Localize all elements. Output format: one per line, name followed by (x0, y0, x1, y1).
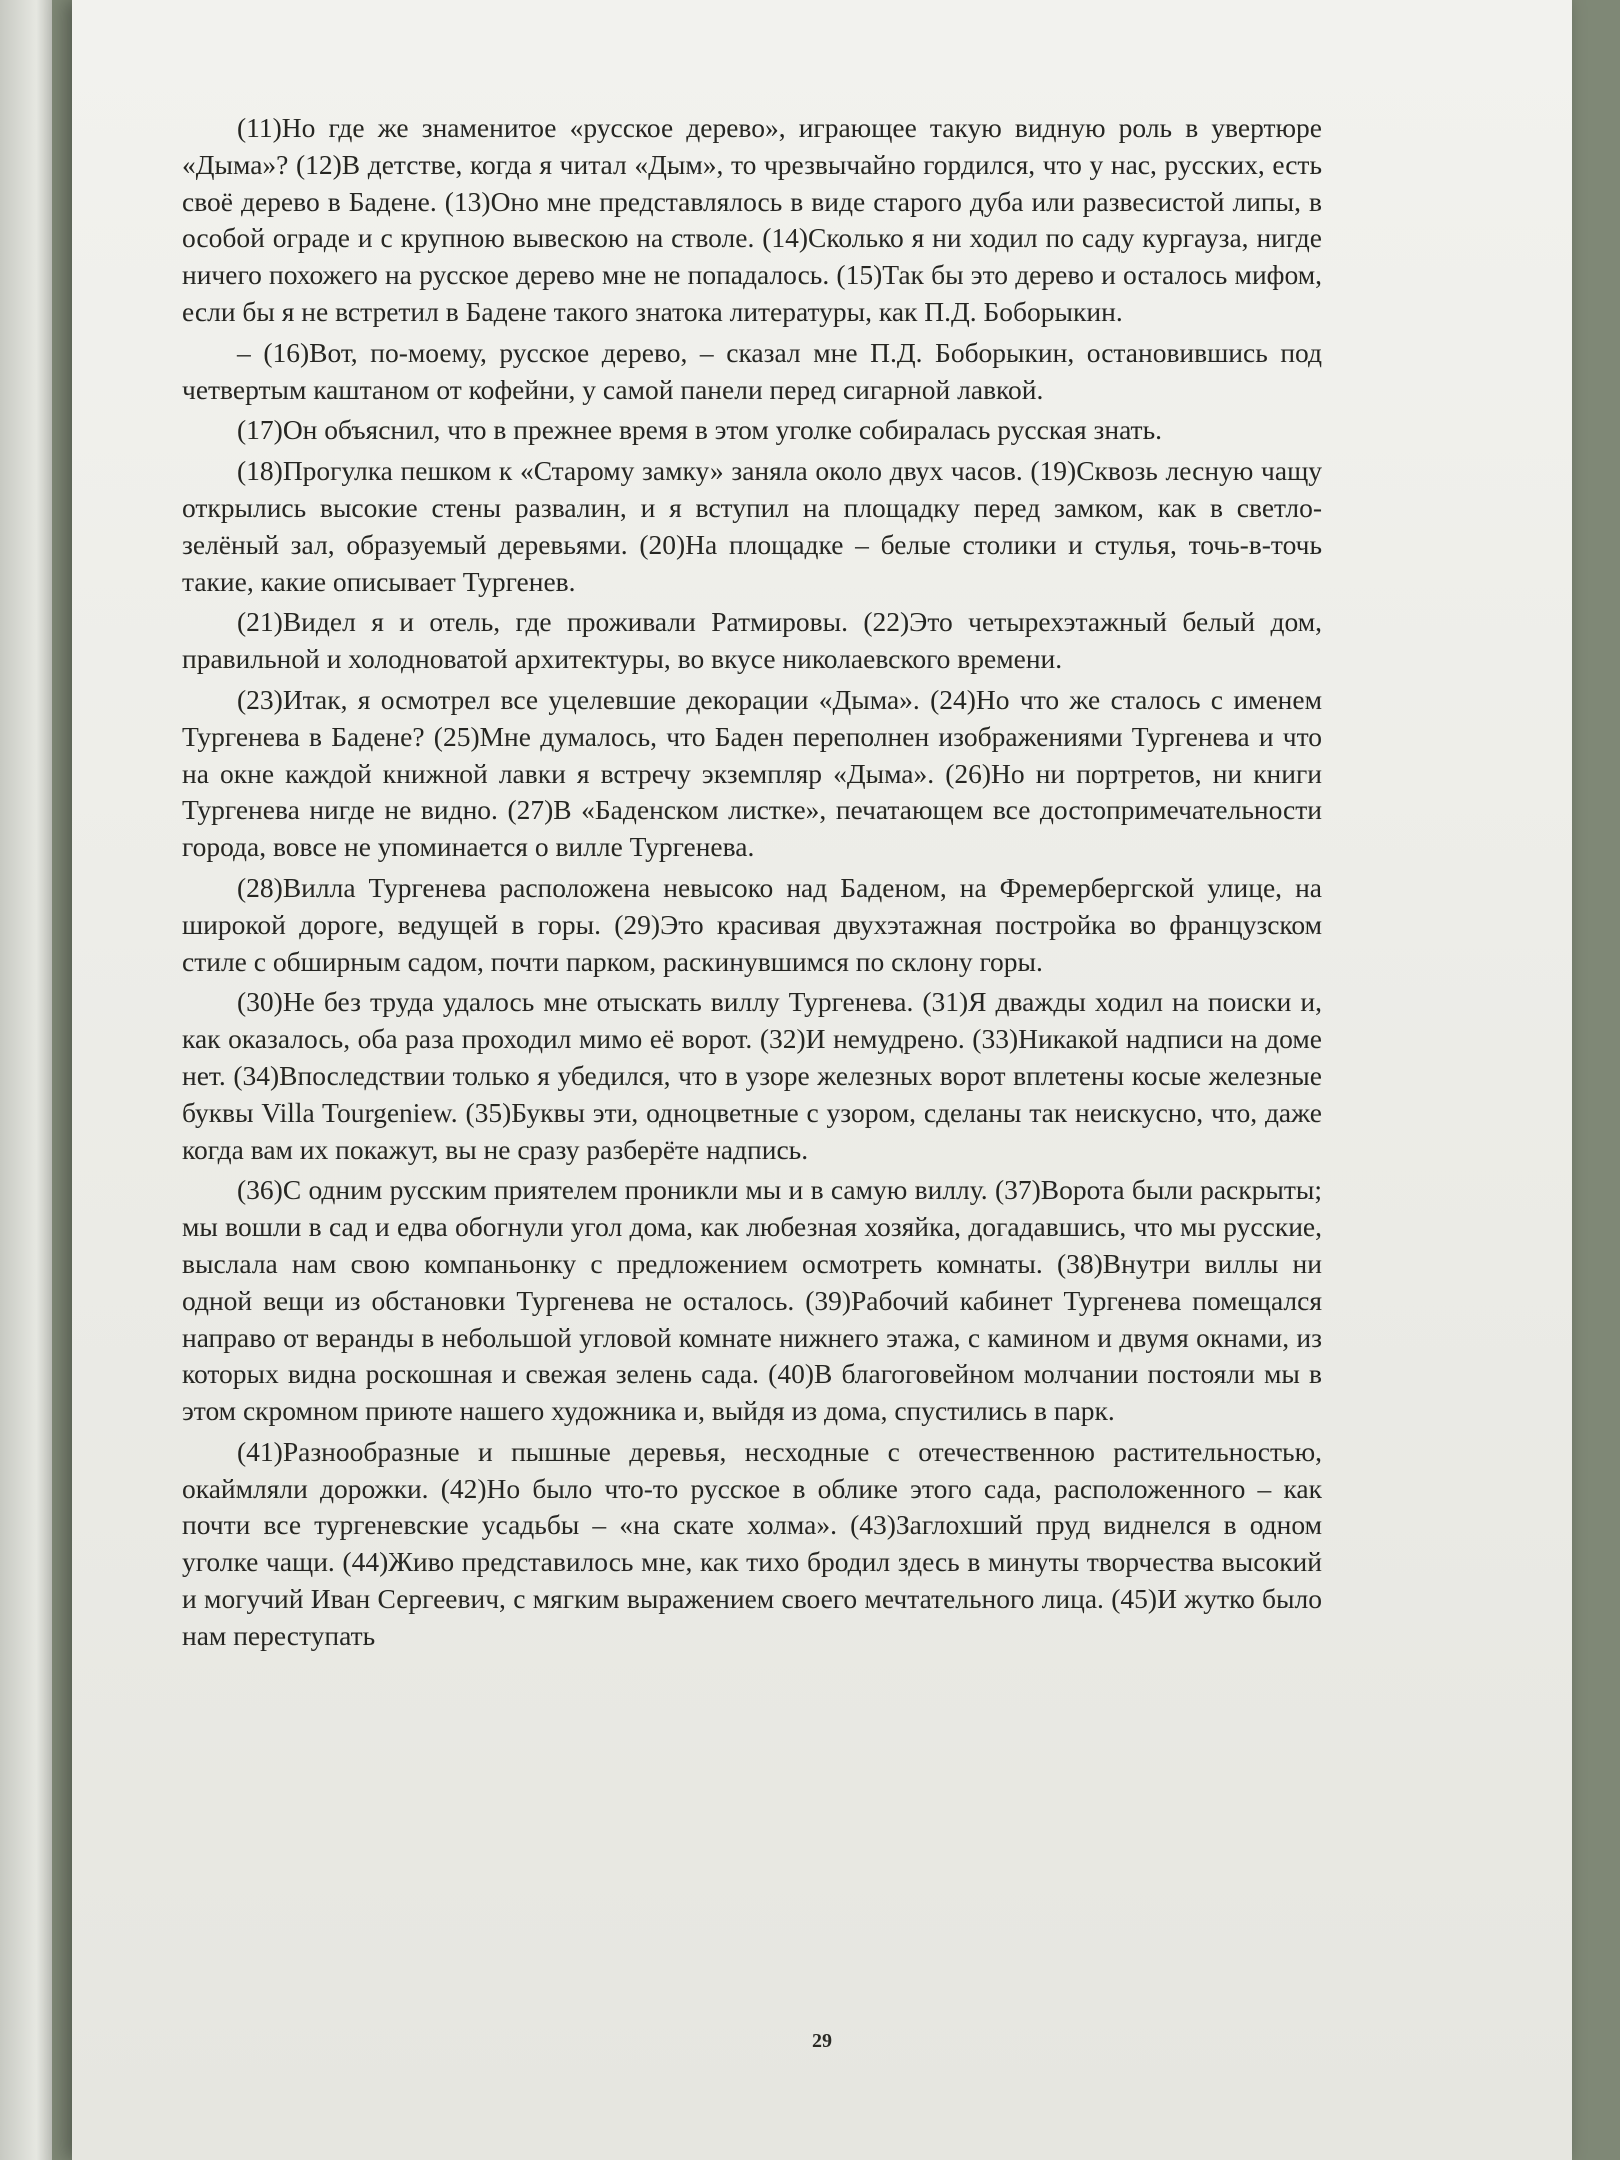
paragraph-1: (11)Но где же знаменитое «русское дерево», играющее такую видную роль в увертюре «Дыма»? (12)В детстве, когда я читал «Дым», то чрезвычайно гордился, что у нас, русских, есть своё дерево в Бадене. (13)Оно мне представлялось в виде старого дуба или развесистой липы, в особой ограде и с крупною вывескою на стволе. (14)Сколько я ни ходил по саду кургауза, нигде ничего похожего на русское дерево мне не попадалось. (15)Так бы это дерево и осталось мифом, если бы я не встретил в Бадене такого знатока литературы, как П.Д. Боборыкин. (182, 112, 1322, 327)
paragraph-2: – (16)Вот, по-моему, русское дерево, – сказал мне П.Д. Боборыкин, остановившись под четвертым каштаном от кофейни, у самой панели перед сигарной лавкой. (182, 336, 1322, 405)
paragraph-9: (36)С одним русским приятелем проникли мы и в самую виллу. (37)Ворота были раскрыты; мы вошли в сад и едва обогнули угол дома, как любезная хозяйка, догадавшись, что мы русские, выслала нам свою компаньонку с предложением осмотреть комнаты. (38)Внутри виллы ни одной вещи из обстановки Тургенева не осталось. (39)Рабочий кабинет Тургенева помещался направо от веранды в небольшой угловой комнате нижнего этажа, с камином и двумя окнами, из которых видна роскошная и свежая зелень сада. (40)В благоговейном молчании постояли мы в этом скромном приюте нашего художника и, выйдя из дома, спустились в парк. (182, 1174, 1322, 1427)
paragraph-7: (28)Вилла Тургенева расположена невысоко над Баденом, на Фремербергской улице, на широкой дороге, ведущей в горы. (29)Это красивая двухэтажная постройка во французском стиле с обширным садом, почти парком, раскинувшимся по склону горы. (182, 871, 1322, 977)
adjacent-page-edge (0, 0, 52, 2160)
body-text (182, 110, 1322, 1659)
paragraph-3: (17)Он объяснил, что в прежнее время в этом уголке собиралась русская знать. (237, 414, 1162, 446)
paragraph-10: (41)Разнообразные и пышные деревья, несходные с отечественною растительностью, окаймляли дорожки. (42)Но было что-то русское в облике этого сада, расположенного – как почти все тургеневские усадьбы – «на скате холма». (43)Заглохший пруд виднелся в одном уголке чащи. (44)Живо представилось мне, как тихо бродил здесь в минуты творчества высокий и могучий Иван Сергеевич, с мягким выражением своего мечтательного лица. (45)И жутко было нам переступать (182, 1435, 1322, 1651)
paragraph-4: (18)Прогулка пешком к «Старому замку» заняла около двух часов. (19)Сквозь лесную чащу открылись высокие стены развалин, и я вступил на площадку перед замком, как в светло-зелёный зал, образуемый деревьями. (20)На площадке – белые столики и стулья, точь-в-точь такие, какие описывает Тургенев. (182, 455, 1322, 597)
book-page (72, 0, 1572, 2160)
paragraph-8: (30)Не без труда удалось мне отыскать виллу Тургенева. (31)Я дважды ходил на поиски и, как оказалось, оба раза проходил мимо её ворот. (32)И немудрено. (33)Никакой надписи на доме нет. (34)Впоследствии только я убедился, что в узоре железных ворот вплетены косые железные буквы Villa Tourgeniew. (35)Буквы эти, одноцветные с узором, сделаны так неискусно, что, даже когда вам их покажут, вы не сразу разберёте надпись. (182, 986, 1322, 1165)
paragraph-5: (21)Видел я и отель, где проживали Ратмировы. (22)Это четырехэтажный белый дом, правильной и холодноватой архитектуры, во вкусе николаевского времени. (182, 606, 1322, 675)
page-number: 29 (812, 2030, 832, 2052)
paragraph-6: (23)Итак, я осмотрел все уцелевшие декорации «Дыма». (24)Но что же сталось с именем Тургенева в Бадене? (25)Мне думалось, что Баден переполнен изображениями Тургенева и что на окне каждой книжной лавки я встречу экземпляр «Дыма». (26)Но ни портретов, ни книги Тургенева нигде не видно. (27)В «Баденском листке», печатающем все достопримечательности города, вовсе не упоминается о вилле Тургенева. (182, 683, 1322, 863)
